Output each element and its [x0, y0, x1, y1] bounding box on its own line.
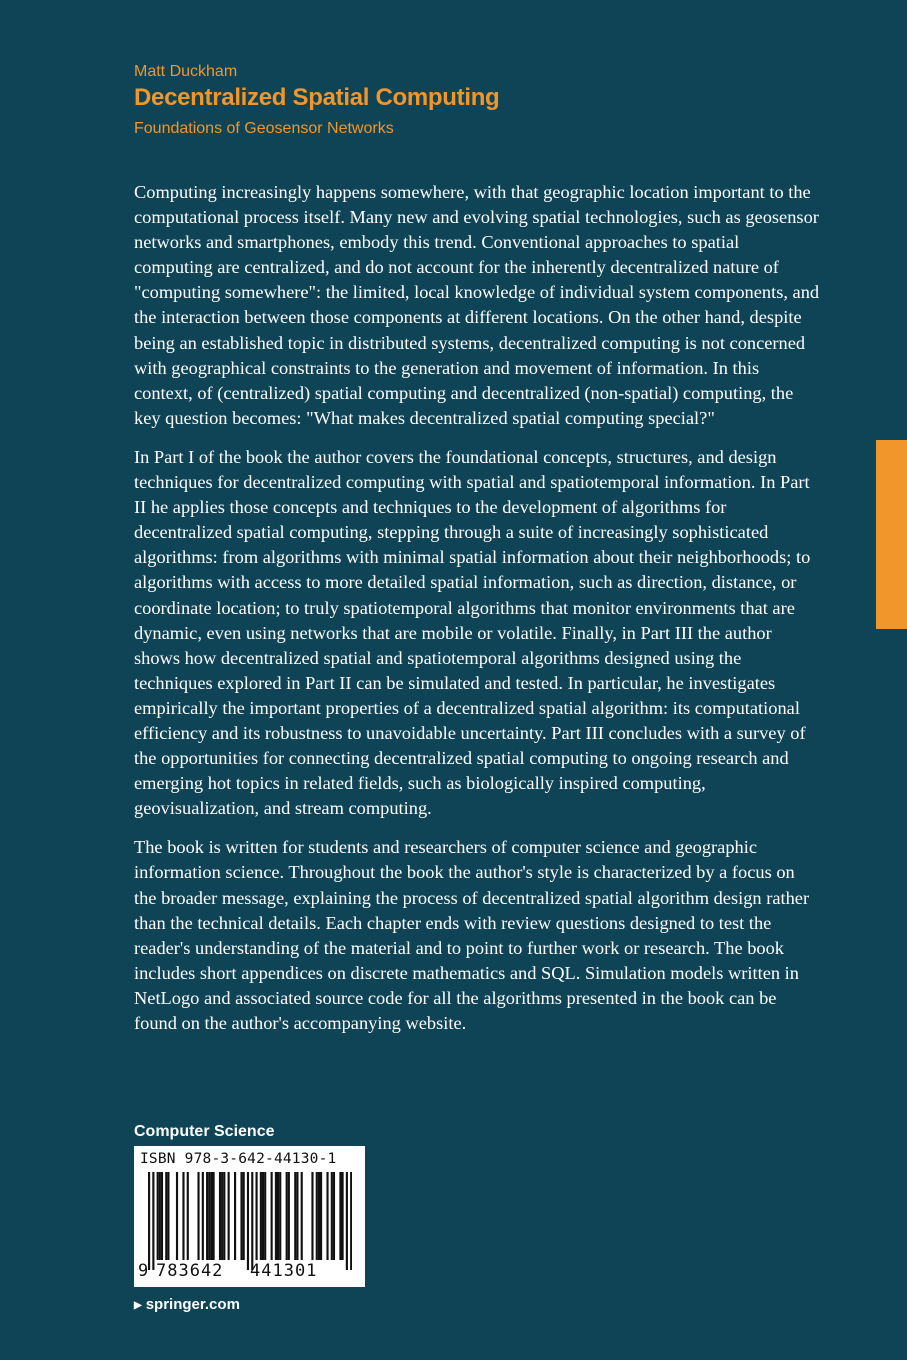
barcode-bar	[148, 1172, 150, 1270]
barcode-bar	[316, 1172, 318, 1260]
barcode-bar	[318, 1172, 320, 1260]
barcode-bar	[219, 1172, 221, 1260]
barcode-bar	[243, 1172, 245, 1260]
barcode-bar	[251, 1172, 253, 1270]
barcode-bar	[311, 1172, 313, 1260]
spine-color-tab	[876, 440, 907, 629]
barcode-bar	[157, 1172, 159, 1260]
barcode-bar	[167, 1172, 169, 1260]
barcode-bar	[288, 1172, 290, 1260]
barcode-bar	[176, 1172, 178, 1260]
barcode-bar	[256, 1172, 258, 1260]
barcode-bar	[346, 1172, 348, 1270]
barcode-bar	[296, 1172, 298, 1260]
website-link-text[interactable]: springer.com	[145, 1296, 240, 1313]
barcode-bars	[148, 1172, 352, 1270]
ean-left-digits: 783642	[156, 1261, 224, 1281]
barcode-bar	[294, 1172, 296, 1260]
barcode-bar	[279, 1172, 281, 1260]
publisher-website[interactable]	[134, 1295, 240, 1316]
barcode-bar	[260, 1172, 262, 1260]
barcode-bar	[331, 1172, 333, 1260]
barcode-bar	[234, 1172, 236, 1260]
author-name: Matt Duckham	[134, 63, 238, 80]
barcode-bar	[264, 1172, 266, 1260]
barcode-bar	[275, 1172, 277, 1260]
barcode-bar	[197, 1172, 199, 1260]
isbn-barcode	[134, 1146, 365, 1287]
barcode-bar	[247, 1172, 249, 1270]
barcode-bar	[277, 1172, 279, 1260]
barcode-bar	[165, 1172, 167, 1260]
blurb-paragraph-2: In Part I of the book the author covers the foundational concepts, structures, and design techniques for decentralized computing with spatial and spatiotemporal information. In Part II he applies those concepts and techniques to the development of algorithms for decentralized spatial computing, stepping through a suite of increasingly sophisticated algorithms: from algorithms with minimal spatial information about their neighborhoods; to algorithms with access to more detailed spatial information, such as direction, distance, or coordinate location; to truly spatiotemporal algorithms that monitor environments that are dynamic, even using networks that are mobile or volatile. Finally, in Part III the author shows how decentralized spatial and spatiotemporal algorithms designed using the techniques explored in Part II can be simulated and tested. In particular, he investigates empirically the important properties of a decentralized spatial algorithm: its computational efficiency and its robustness to unavoidable uncertainty. Part III concludes with a survey of the opportunities for connecting decentralized spatial computing to ongoing research and emerging hot topics in related fields, such as biologically inspired computing, geovisualization, and stream computing.	[134, 446, 811, 819]
barcode-bar	[240, 1172, 242, 1260]
barcode-bar	[159, 1172, 161, 1260]
barcode-bar	[206, 1172, 208, 1260]
barcode-bar	[210, 1172, 212, 1260]
barcode-bar	[187, 1172, 189, 1260]
blurb	[134, 180, 820, 1050]
barcode-bar	[271, 1172, 273, 1260]
subject-category: Computer Science	[134, 1123, 275, 1140]
barcode-bar	[286, 1172, 288, 1260]
barcode-bar	[221, 1172, 223, 1260]
barcode-bar	[152, 1172, 154, 1270]
blurb-paragraph-3: The book is written for students and researchers of computer science and geographic information science. Throughout the book the author's style is characterized by a focus on the broader message, explaining the process of decentralized spatial algorithm design rather than the technical details. Each chapter ends with review questions designed to test the reader's understanding of the material and to point to further work or research. The book includes short appendices on discrete mathematics and SQL. Simulation models written in NetLogo and associated source code for all the algorithms presented in the book can be found on the author's accompanying website.	[134, 837, 810, 1033]
barcode-bar	[161, 1172, 163, 1260]
blurb-paragraph-1: Computing increasingly happens somewhere, with that geographic location important to the computational process itself. Many new and evolving spatial technologies, such as geosensor networks and smartphones, embody this trend. Conventional approaches to spatial computing are centralized, and do not account for the inherently decentralized nature of "computing somewhere": the limited, local knowledge of individual system components, and the interaction between those components at different locations. On the other hand, despite being an established topic in distributed systems, decentralized computing is not concerned with geographical constraints to the generation and movement of information. In this context, of (centralized) spatial computing and decentralized (non-spatial) computing, the key question becomes: "What makes decentralized spatial computing special?"	[134, 182, 820, 428]
barcode-bar	[333, 1172, 335, 1260]
barcode-bar	[202, 1172, 204, 1260]
isbn-label: ISBN 978-3-642-44130-1	[140, 1151, 337, 1167]
barcode-bar	[350, 1172, 352, 1270]
barcode-bar	[320, 1172, 322, 1260]
header	[134, 62, 834, 140]
barcode-bar	[223, 1172, 225, 1260]
ean-right-digits: 441301	[250, 1261, 318, 1281]
barcode-bar	[326, 1172, 328, 1260]
barcode-bar	[342, 1172, 344, 1260]
barcode-bar	[182, 1172, 184, 1260]
barcode-bar	[262, 1172, 264, 1260]
barcode-bar	[208, 1172, 210, 1260]
ean-first-digit: 9	[138, 1261, 149, 1281]
book-subtitle: Foundations of Geosensor Networks	[134, 120, 394, 137]
barcode-bar	[228, 1172, 230, 1260]
barcode-bar	[213, 1172, 215, 1260]
arrow-right-icon: ▶	[134, 1300, 142, 1311]
barcode-bar	[339, 1172, 341, 1260]
barcode-bar	[301, 1172, 303, 1260]
book-title: Decentralized Spatial Computing	[134, 84, 500, 111]
